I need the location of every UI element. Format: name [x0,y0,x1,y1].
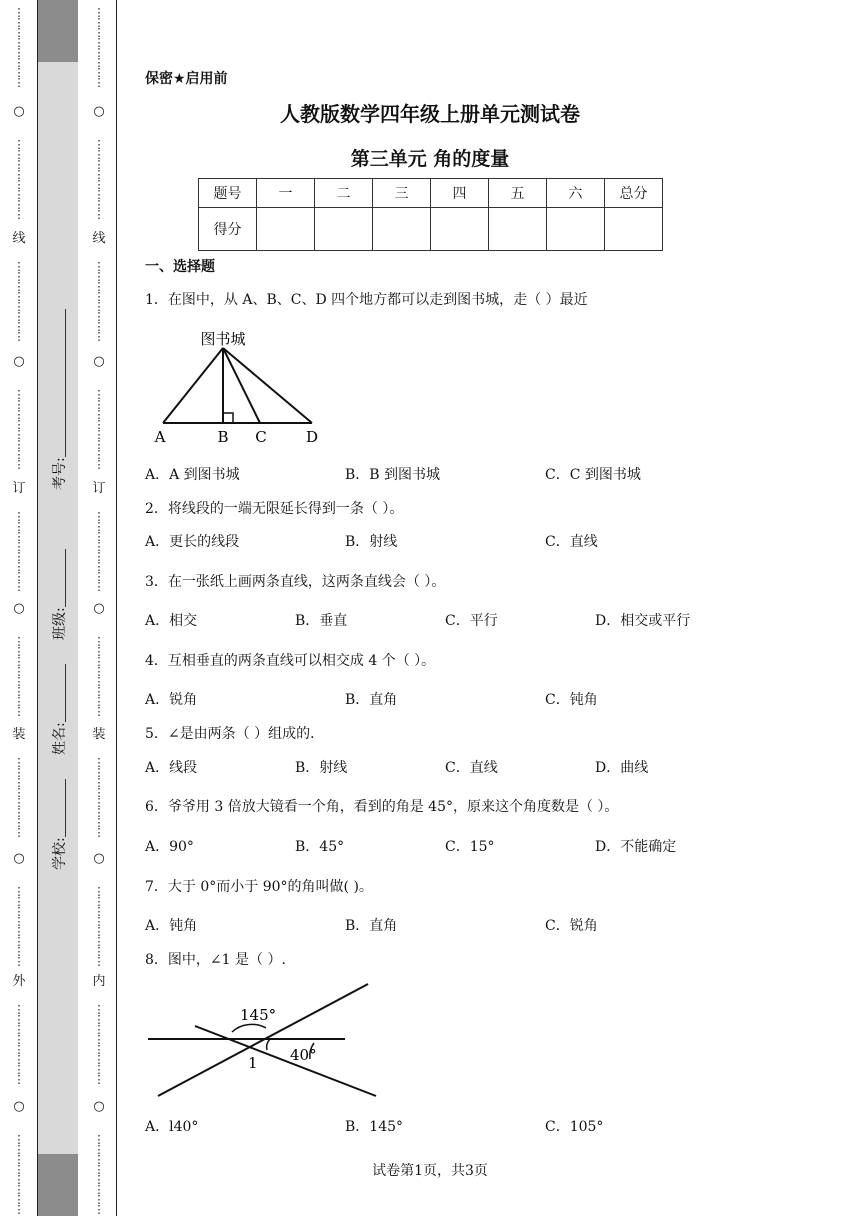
binding-dotted-line: ⋮ ⋮ ⋮ ⋮ ⋮ ⋮ ⋮ ⋮ [93,260,105,343]
binding-dotted-line: ⋮ ⋮ ⋮ ⋮ ⋮ ⋮ ⋮ ⋮ [93,756,105,839]
score-cell: 五 [489,179,547,208]
field-name: 姓名: [49,664,69,755]
binding-dotted-line: ⋮ ⋮ ⋮ ⋮ ⋮ ⋮ ⋮ ⋮ [13,1003,25,1086]
question-1-option-c[interactable]: C．C 到图书城 [545,467,641,483]
figure-point-b: B [217,428,229,446]
section-title: 一、选择题 [145,259,215,275]
binding-cut-label: 装 [92,727,106,742]
binding-cut-label: 线 [12,231,26,246]
score-input-cell[interactable] [605,208,663,251]
field-class: 班级: [49,549,69,640]
binding-circle-mark: ○ [13,104,25,119]
binding-dotted-line: ⋮ ⋮ ⋮ ⋮ ⋮ ⋮ ⋮ ⋮ [13,756,25,839]
binding-dotted-line: ⋮ ⋮ ⋮ ⋮ ⋮ ⋮ ⋮ ⋮ [13,1133,25,1216]
figure-intersecting-lines [140,978,380,1108]
binding-dotted-line: ⋮ ⋮ ⋮ ⋮ ⋮ ⋮ ⋮ ⋮ [93,388,105,471]
question-7-stem: 7．大于 0°而小于 90°的角叫做( )。 [145,879,373,895]
question-8-option-b[interactable]: B．145° [345,1119,404,1135]
figure-point-a: A [154,428,166,446]
score-table [198,178,663,251]
binding-dotted-line: ⋮ ⋮ ⋮ ⋮ ⋮ ⋮ ⋮ ⋮ [13,510,25,593]
score-cell: 题号 [199,179,257,208]
secret-label: 保密★启用前 [145,71,228,87]
figure-angle-1-label: 1 [248,1054,258,1072]
binding-cut-label: 内 [92,974,106,989]
figure-angle-40: 40° [290,1046,317,1064]
page-title: 人教版数学四年级上册单元测试卷 [280,102,580,126]
question-1-stem: 1．在图中，从 A、B、C、D 四个地方都可以走到图书城，走（ ）最近 [145,292,588,308]
score-input-cell[interactable] [315,208,373,251]
binding-dotted-line: ⋮ ⋮ ⋮ ⋮ ⋮ ⋮ ⋮ ⋮ [93,885,105,968]
binding-circle-mark: ○ [93,601,105,616]
question-1-option-b[interactable]: B．B 到图书城 [345,467,441,483]
binding-dotted-line: ⋮ ⋮ ⋮ ⋮ ⋮ ⋮ ⋮ ⋮ [93,510,105,593]
question-5-option-a[interactable]: A．线段 [145,760,198,776]
question-4-option-b[interactable]: B．直角 [345,692,398,708]
question-7-option-a[interactable]: A．钝角 [145,918,198,934]
question-6-option-c[interactable]: C．15° [445,839,495,855]
question-3-option-c[interactable]: C．平行 [445,613,498,629]
question-2-option-b[interactable]: B．射线 [345,534,398,550]
question-6-option-b[interactable]: B．45° [295,839,345,855]
question-6-option-a[interactable]: A．90° [145,839,194,855]
question-5-option-b[interactable]: B．射线 [295,760,348,776]
binding-dotted-line: ⋮ ⋮ ⋮ ⋮ ⋮ ⋮ ⋮ ⋮ [13,388,25,471]
binding-dark-block-top [38,0,78,62]
question-2-option-c[interactable]: C．直线 [545,534,598,550]
score-cell: 二 [315,179,373,208]
binding-dotted-line: ⋮ ⋮ ⋮ ⋮ ⋮ ⋮ ⋮ ⋮ [93,138,105,221]
score-input-cell[interactable] [547,208,605,251]
question-5-stem: 5．∠是由两条（ ）组成的． [145,726,325,742]
question-5-option-d[interactable]: D．曲线 [595,760,649,776]
binding-cut-label: 订 [92,481,106,496]
question-4-option-c[interactable]: C．钝角 [545,692,598,708]
question-4-stem: 4．互相垂直的两条直线可以相交成 4 个（ ）。 [145,653,436,669]
figure-label-library: 图书城 [200,330,246,348]
binding-dotted-line: ⋮ ⋮ ⋮ ⋮ ⋮ ⋮ ⋮ ⋮ [13,138,25,221]
score-cell: 四 [431,179,489,208]
binding-cut-label: 线 [92,231,106,246]
score-cell: 得分 [199,208,257,251]
page-subtitle: 第三单元 角的度量 [350,148,510,170]
binding-cut-label: 外 [12,974,26,989]
binding-dotted-line: ⋮ ⋮ ⋮ ⋮ ⋮ ⋮ ⋮ ⋮ [13,635,25,718]
score-input-cell[interactable] [489,208,547,251]
binding-dotted-line: ⋮ ⋮ ⋮ ⋮ ⋮ ⋮ ⋮ ⋮ [13,6,25,89]
binding-dotted-line: ⋮ ⋮ ⋮ ⋮ ⋮ ⋮ ⋮ ⋮ [93,1133,105,1216]
binding-dotted-line: ⋮ ⋮ ⋮ ⋮ ⋮ ⋮ ⋮ ⋮ [13,885,25,968]
binding-dotted-line: ⋮ ⋮ ⋮ ⋮ ⋮ ⋮ ⋮ ⋮ [93,6,105,89]
binding-circle-mark: ○ [93,104,105,119]
question-6-option-d[interactable]: D．不能确定 [595,839,677,855]
score-cell: 六 [547,179,605,208]
binding-circle-mark: ○ [93,851,105,866]
question-3-option-a[interactable]: A．相交 [145,613,198,629]
question-7-option-c[interactable]: C．锐角 [545,918,598,934]
question-6-stem: 6．爷爷用 3 倍放大镜看一个角，看到的角是 45°，原来这个角度数是（ ）。 [145,799,619,815]
question-3-option-d[interactable]: D．相交或平行 [595,613,691,629]
binding-circle-mark: ○ [93,354,105,369]
binding-circle-mark: ○ [13,1099,25,1114]
question-5-option-c[interactable]: C．直线 [445,760,498,776]
score-input-cell[interactable] [257,208,315,251]
question-2-stem: 2．将线段的一端无限延长得到一条（ ）。 [145,501,404,517]
binding-dotted-line: ⋮ ⋮ ⋮ ⋮ ⋮ ⋮ ⋮ ⋮ [13,260,25,343]
score-cell: 总分 [605,179,663,208]
binding-circle-mark: ○ [13,601,25,616]
score-table-score-row [199,208,663,251]
field-school: 学校: [49,779,69,870]
question-7-option-b[interactable]: B．直角 [345,918,398,934]
page-footer: 试卷第1页，共3页 [372,1163,488,1179]
binding-circle-mark: ○ [93,1099,105,1114]
score-table-header-row [199,179,663,208]
question-2-option-a[interactable]: A．更长的线段 [145,534,240,550]
binding-cut-label: 装 [12,727,26,742]
figure-point-d: D [305,428,319,446]
binding-cut-label: 订 [12,481,26,496]
question-1-option-a[interactable]: A．A 到图书城 [145,467,240,483]
binding-circle-mark: ○ [13,851,25,866]
binding-dotted-line: ⋮ ⋮ ⋮ ⋮ ⋮ ⋮ ⋮ ⋮ [93,635,105,718]
question-3-option-b[interactable]: B．垂直 [295,613,348,629]
field-exam-number: 考号: [49,309,69,490]
score-input-cell[interactable] [373,208,431,251]
question-8-option-a[interactable]: A．l40° [145,1119,199,1135]
score-cell: 三 [373,179,431,208]
question-3-stem: 3．在一张纸上画两条直线，这两条直线会（ ）。 [145,574,446,590]
figure-point-c: C [255,428,267,446]
question-8-option-c[interactable]: C．105° [545,1119,604,1135]
question-4-option-a[interactable]: A．锐角 [145,692,198,708]
figure-library-triangle [140,326,340,448]
score-input-cell[interactable] [431,208,489,251]
score-cell: 一 [257,179,315,208]
question-8-stem: 8．图中，∠1 是（ ）. [145,952,286,968]
binding-dotted-line: ⋮ ⋮ ⋮ ⋮ ⋮ ⋮ ⋮ ⋮ [93,1003,105,1086]
figure-angle-145: 145° [240,1006,277,1024]
binding-circle-mark: ○ [13,354,25,369]
